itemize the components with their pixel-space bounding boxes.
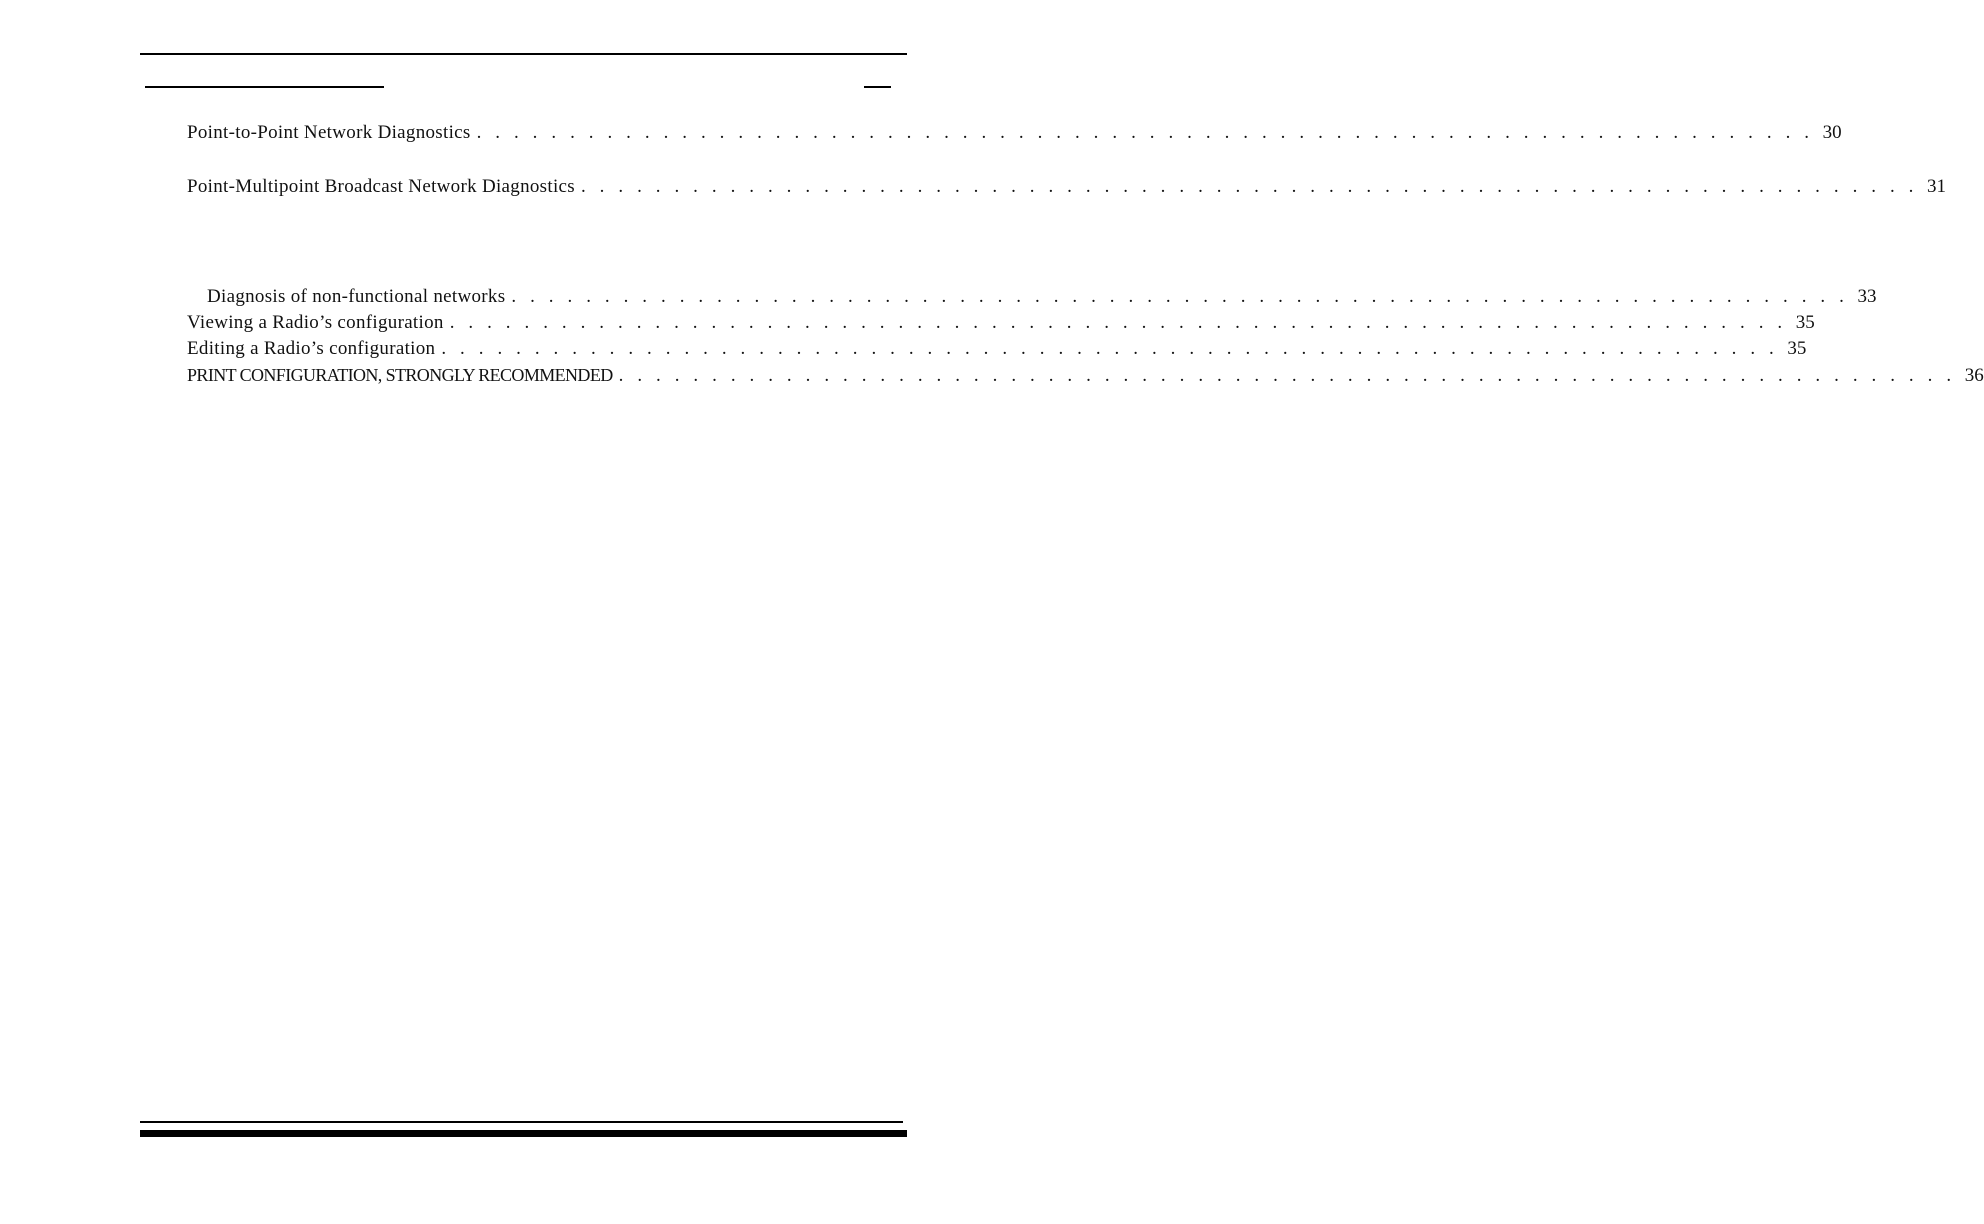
toc-entry-point-multipoint-diagnostics[interactable] (187, 175, 1947, 199)
toc-entry-point-to-point-diagnostics[interactable] (187, 121, 1842, 145)
toc-dot-leader: . . . . . . . . . . . . . . . . . . . . . . . . . . . . . . . . . . . . . . . . . . . . . . . . . . . . . . . . . . . . . . . . . . . . . . . . (618, 365, 1956, 386)
toc-entry-title: Viewing a Radio’s configuration (187, 312, 444, 333)
header-rule-left (145, 86, 384, 88)
toc-dot-leader: . . . . . . . . . . . . . . . . . . . . . . . . . . . . . . . . . . . . . . . . . . . . . . . . . . . . . . . . . . . . . . . . . . . . . . . . (449, 312, 1787, 333)
header-top-rule (140, 53, 907, 55)
toc-dot-leader: . . . . . . . . . . . . . . . . . . . . . . . . . . . . . . . . . . . . . . . . . . . . . . . . . . . . . . . . . . . . . . . . . . . . . . . . (580, 176, 1919, 197)
toc-entry-page-number: 33 (1857, 286, 1877, 307)
footer-thick-rule (140, 1130, 907, 1137)
toc-entry-print-configuration[interactable] (187, 363, 1984, 387)
toc-entry-page-number: 36 (1964, 365, 1984, 386)
toc-entry-diagnosis-non-functional[interactable] (207, 285, 1877, 309)
toc-dot-leader: . . . . . . . . . . . . . . . . . . . . . . . . . . . . . . . . . . . . . . . . . . . . . . . . . . . . . . . . . . . . . . . . . . . . . . . . (511, 286, 1849, 307)
header-rule-right (864, 86, 891, 88)
toc-dot-leader: . . . . . . . . . . . . . . . . . . . . . . . . . . . . . . . . . . . . . . . . . . . . . . . . . . . . . . . . . . . . . . . . . . . . . . . . (441, 338, 1779, 359)
toc-dot-leader: . . . . . . . . . . . . . . . . . . . . . . . . . . . . . . . . . . . . . . . . . . . . . . . . . . . . . . . . . . . . . . . . . . . . . . . . (476, 122, 1814, 143)
toc-entry-editing-configuration[interactable] (187, 337, 1807, 361)
toc-entry-page-number: 30 (1822, 122, 1842, 143)
toc-entry-title: Editing a Radio’s configuration (187, 338, 436, 359)
toc-entry-title: Point-Multipoint Broadcast Network Diagnostics (187, 176, 575, 197)
toc-entry-title: PRINT CONFIGURATION, STRONGLY RECOMMENDED (187, 365, 613, 385)
toc-entry-page-number: 35 (1795, 312, 1815, 333)
toc-entry-page-number: 35 (1787, 338, 1807, 359)
toc-entry-title: Point-to-Point Network Diagnostics (187, 122, 471, 143)
footer-thin-rule (140, 1121, 903, 1123)
toc-entry-page-number: 31 (1927, 176, 1947, 197)
toc-entry-title: Diagnosis of non-functional networks (207, 286, 506, 307)
toc-entry-viewing-configuration[interactable] (187, 311, 1815, 335)
